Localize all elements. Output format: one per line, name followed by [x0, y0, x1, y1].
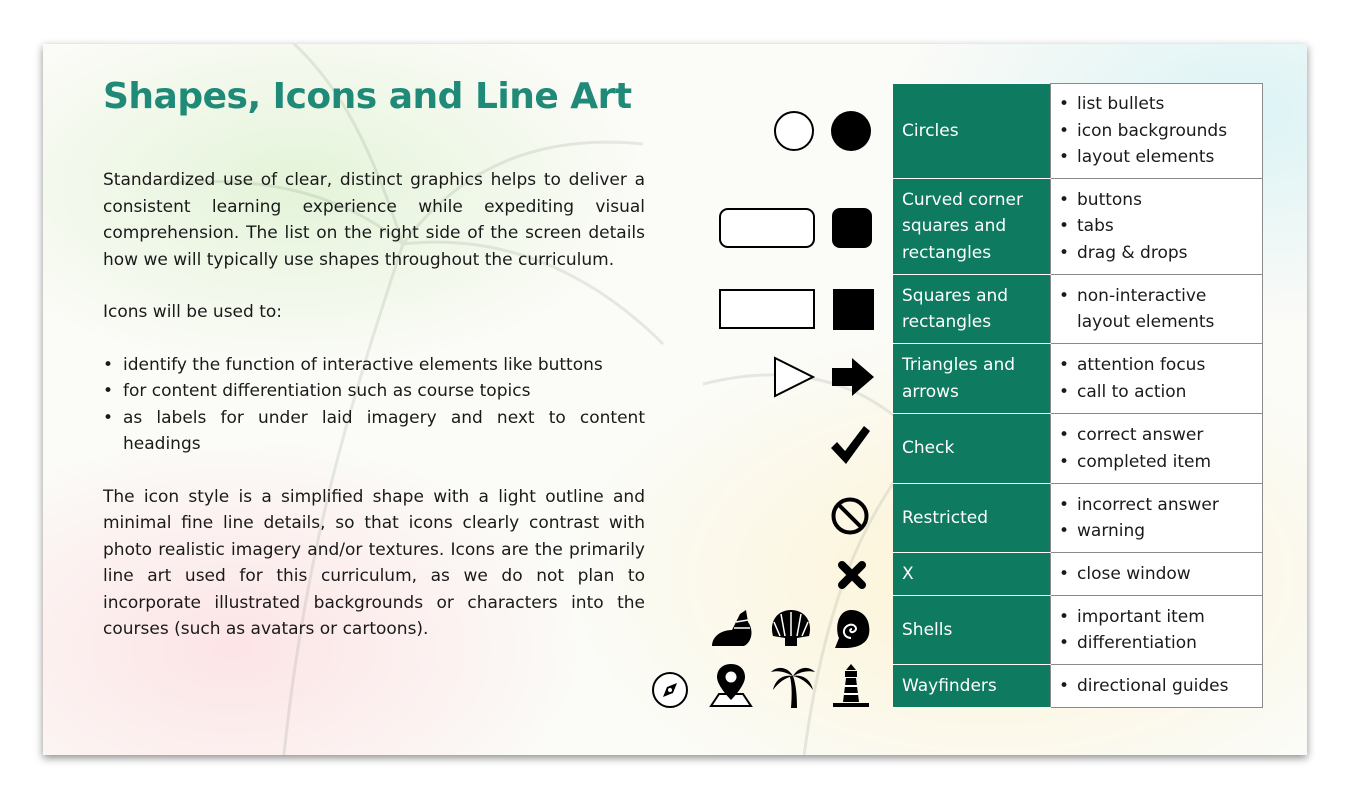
usage-list [1057, 352, 1256, 405]
shape-category-cell: Triangles and arrows [894, 344, 1051, 414]
usage-item: • buttons [1057, 187, 1256, 214]
shape-category-cell: Curved corner squares and rectangles [894, 179, 1051, 275]
usage-item: • icon backgrounds [1057, 118, 1256, 145]
usage-item: • call to action [1057, 379, 1256, 406]
usage-list [1057, 492, 1256, 545]
map-pin-icon [709, 662, 753, 708]
x-icon [838, 561, 866, 589]
slide [43, 44, 1307, 755]
usage-item: • correct answer [1057, 422, 1256, 449]
table-row [894, 344, 1263, 414]
usage-item: • warning [1057, 518, 1256, 545]
usage-list [1057, 561, 1256, 588]
usage-list [1057, 673, 1256, 700]
usage-item: • list bullets [1057, 91, 1256, 118]
body-text [103, 167, 645, 669]
usage-cell [1051, 275, 1263, 344]
usage-cell [1051, 179, 1263, 275]
usage-cell [1051, 414, 1263, 484]
table-row [894, 275, 1263, 344]
usage-item: • drag & drops [1057, 240, 1256, 267]
usage-item: • completed item [1057, 449, 1256, 476]
shape-category-cell: Restricted [894, 484, 1051, 553]
compass-icon [651, 671, 689, 709]
usage-item: • incorrect answer [1057, 492, 1256, 519]
rect-outline-icon [719, 289, 815, 329]
usage-item: • non-interactive layout elements [1057, 283, 1256, 336]
shape-category-cell: Circles [894, 84, 1051, 179]
scallop-shell-icon [769, 608, 813, 648]
shape-category-cell: Shells [894, 596, 1051, 665]
table-row [894, 665, 1263, 708]
shape-category-cell: Check [894, 414, 1051, 484]
conch-shell-icon [710, 608, 754, 650]
check-icon [829, 424, 871, 466]
usage-item: • directional guides [1057, 673, 1256, 700]
usage-list [1057, 187, 1256, 267]
usage-cell [1051, 344, 1263, 414]
shape-category-cell: X [894, 553, 1051, 596]
table-row [894, 84, 1263, 179]
usage-cell [1051, 484, 1263, 553]
shape-category-cell: Squares and rectangles [894, 275, 1051, 344]
restricted-icon [831, 497, 869, 535]
lighthouse-icon [831, 662, 871, 708]
table-row [894, 414, 1263, 484]
circle-outline-icon [773, 110, 815, 152]
spiral-shell-icon [831, 608, 871, 650]
style-paragraph: The icon style is a simplified shape with a light outline and minimal fine line details, so that icons clearly contrast with photo realistic imagery and/or textures. Icons are the primarily line art used for this curriculum, as we do not plan to incorporate illustrated backgrounds or characters into the courses (such as avatars or cartoons). [103, 486, 645, 639]
usage-cell [1051, 665, 1263, 708]
usage-list [1057, 422, 1256, 475]
usage-item: • important item [1057, 604, 1256, 631]
triangle-outline-icon [773, 356, 815, 398]
list-item: • identify the function of interactive elements like buttons [103, 352, 645, 379]
circle-filled-icon [830, 110, 872, 152]
list-item: • for content differentiation such as course topics [103, 378, 645, 405]
icons-heading: Icons will be used to: [103, 302, 283, 322]
arrow-filled-icon [832, 356, 874, 398]
rounded-rect-outline-icon [719, 208, 815, 248]
usage-item: • layout elements [1057, 144, 1256, 171]
table-row [894, 484, 1263, 553]
palm-tree-icon [771, 662, 815, 708]
page-title: Shapes, Icons and Line Art [103, 76, 632, 117]
usage-item: • tabs [1057, 213, 1256, 240]
usage-cell [1051, 553, 1263, 596]
shape-category-cell: Wayfinders [894, 665, 1051, 708]
square-filled-icon [833, 289, 874, 330]
table-row [894, 179, 1263, 275]
list-item: • as labels for under laid imagery and next to content headings [103, 405, 645, 458]
usage-item: • close window [1057, 561, 1256, 588]
usage-item: • attention focus [1057, 352, 1256, 379]
rounded-square-filled-icon [832, 208, 872, 248]
table-row [894, 596, 1263, 665]
usage-list [1057, 91, 1256, 171]
icon-uses-list [103, 352, 645, 458]
shape-usage-table [893, 83, 1263, 708]
usage-cell [1051, 596, 1263, 665]
table-row [894, 553, 1263, 596]
usage-item: • differentiation [1057, 630, 1256, 657]
usage-list [1057, 604, 1256, 657]
intro-paragraph: Standardized use of clear, distinct graphics helps to deliver a consistent learning experience while expediting visual comprehension. The list on the right side of the screen details how we will typically use shapes throughout the curriculum. [103, 170, 645, 270]
usage-list [1057, 283, 1256, 336]
usage-cell [1051, 84, 1263, 179]
